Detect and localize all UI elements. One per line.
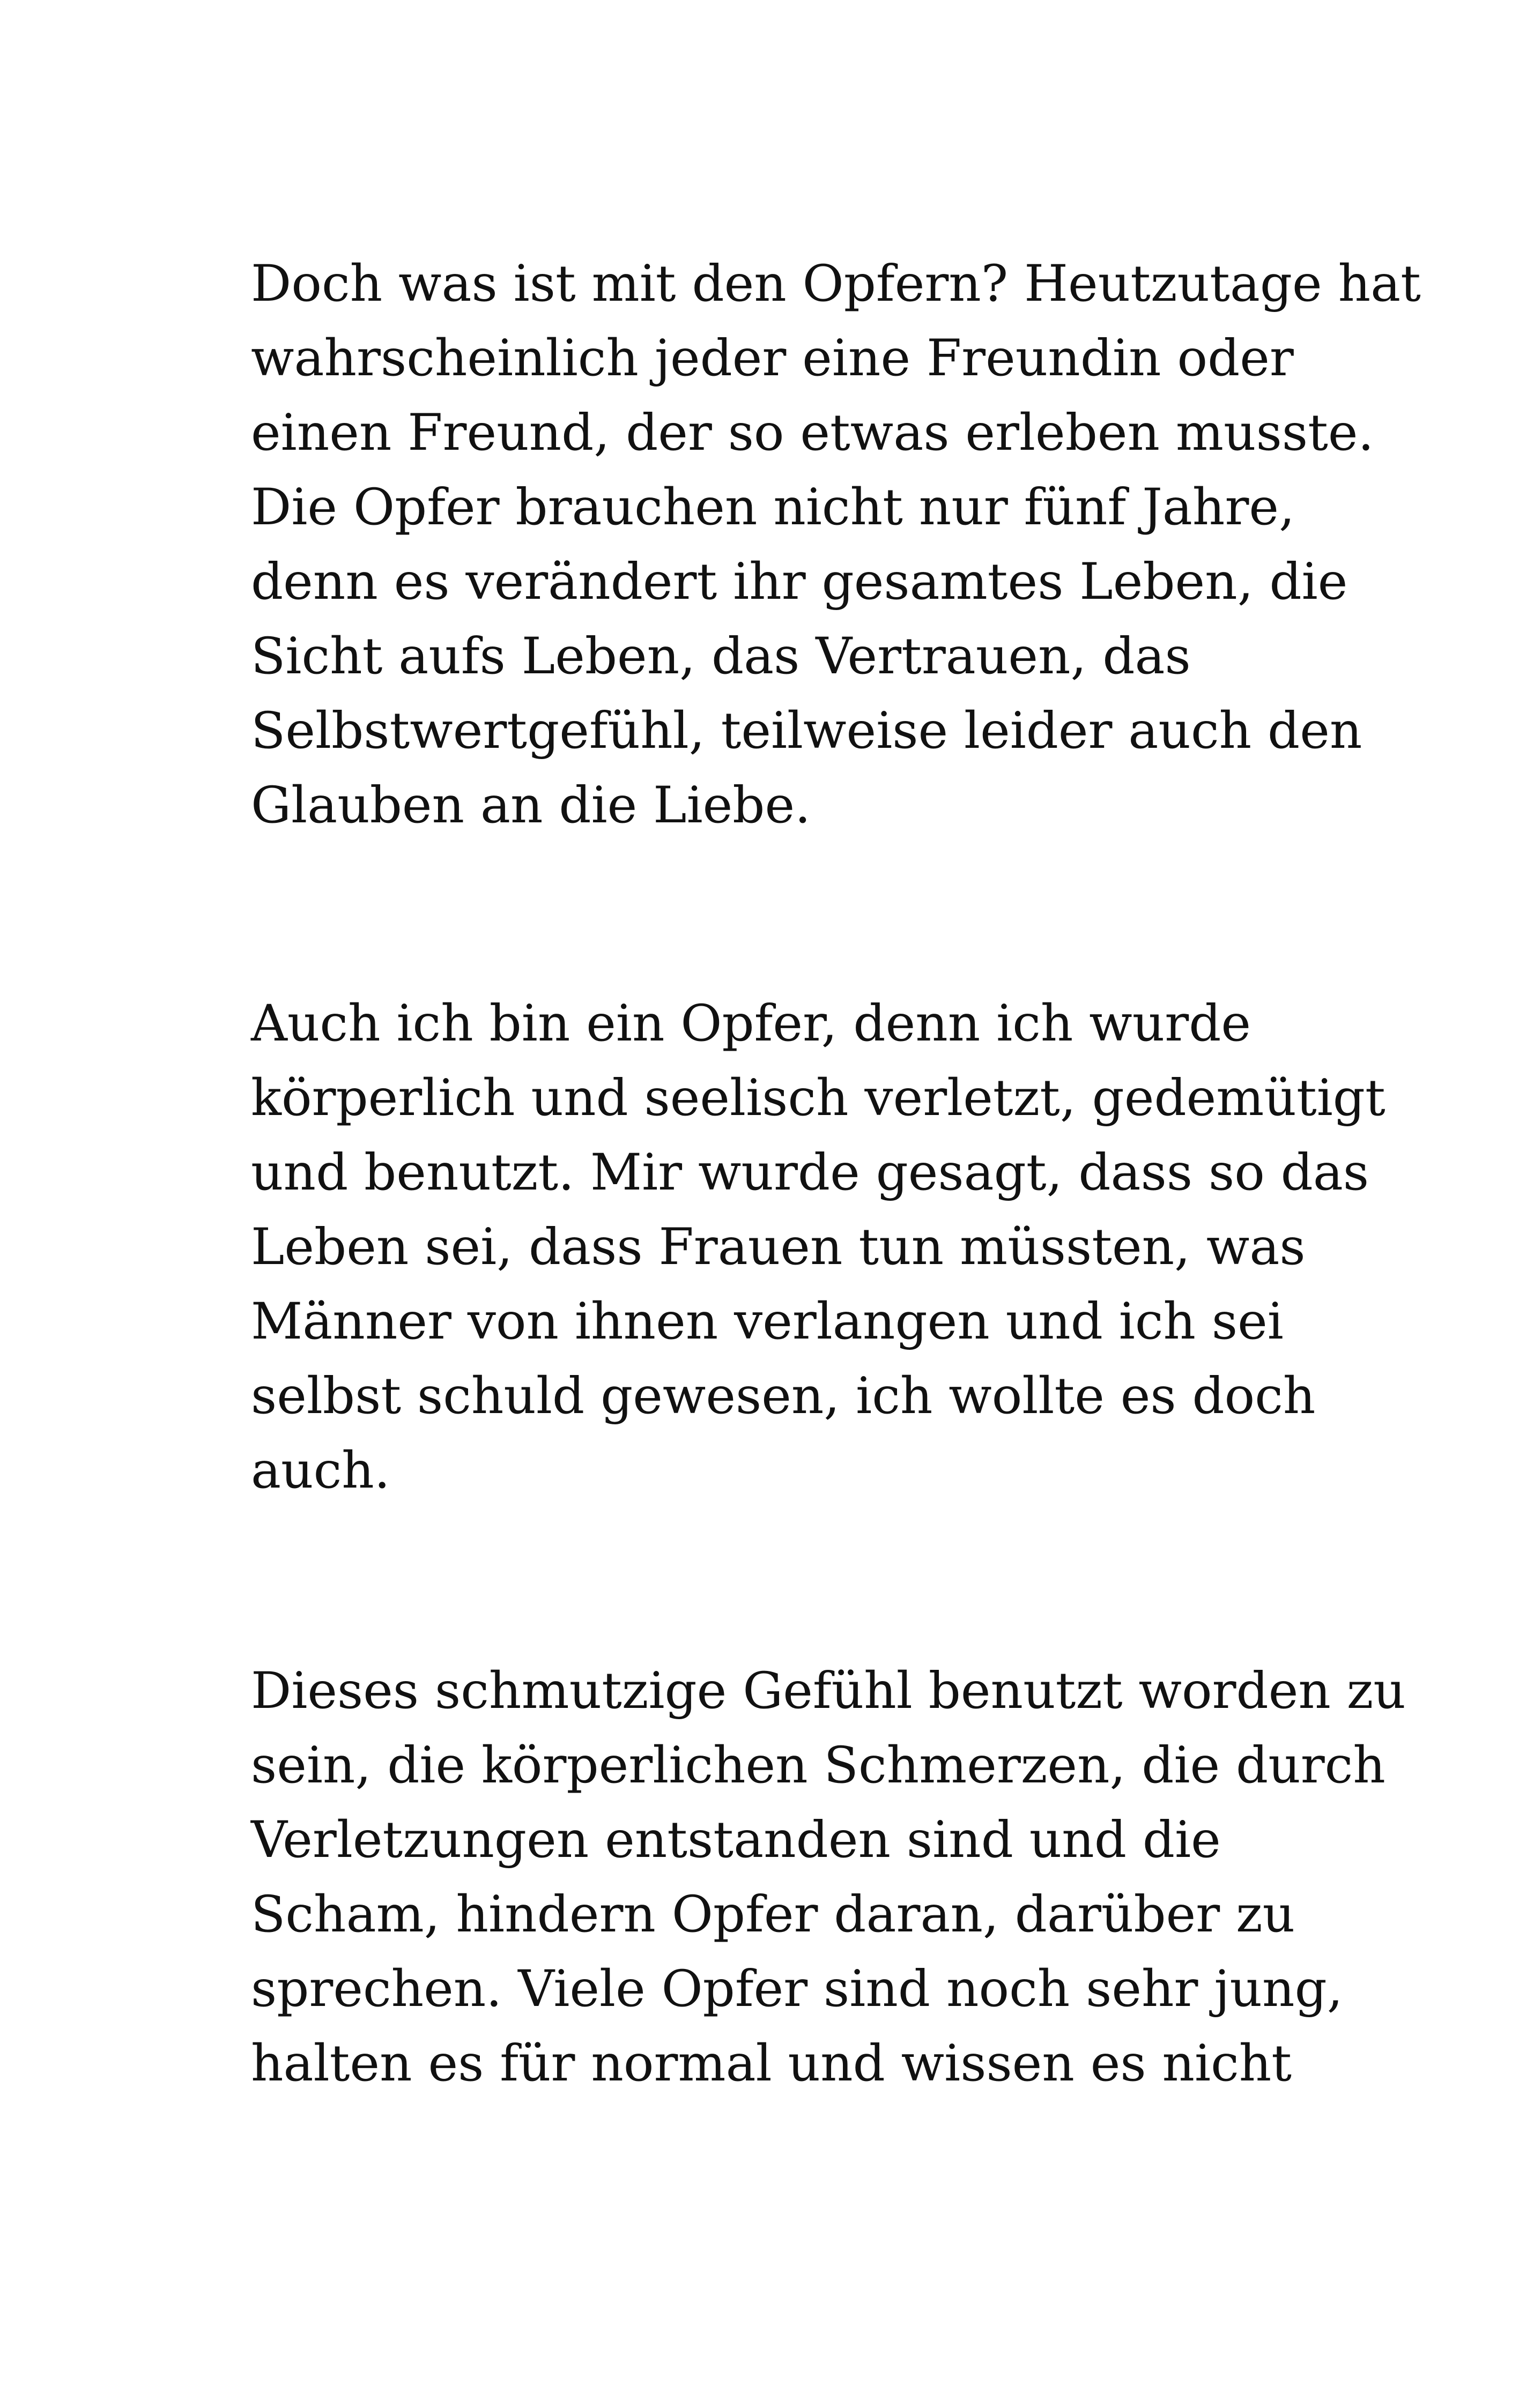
text-line: halten es für normal und wissen es nicht <box>251 2034 1292 2093</box>
text-line: einen Freund, der so etwas erleben musste. <box>251 404 1374 462</box>
text-line: und benutzt. Mir wurde gesagt, dass so das <box>251 1143 1369 1202</box>
paragraph-2 <box>251 986 1385 1508</box>
text-line: selbst schuld gewesen, ich wollte es doch <box>251 1367 1316 1425</box>
text-line: wahrscheinlich jeder eine Freundin oder <box>251 329 1294 388</box>
text-line: Die Opfer brauchen nicht nur fünf Jahre, <box>251 478 1295 537</box>
text-line: Dieses schmutzige Gefühl benutzt worden zu <box>251 1662 1406 1720</box>
text-line: Doch was ist mit den Opfern? Heutzutage hat <box>251 255 1421 313</box>
text-line: Männer von ihnen verlangen und ich sei <box>251 1292 1284 1351</box>
text-line: Sicht aufs Leben, das Vertrauen, das <box>251 627 1191 686</box>
text-line: Selbstwertgefühl, teilweise leider auch den <box>251 702 1362 760</box>
text-line: körperlich und seelisch verletzt, gedemütigt <box>251 1069 1385 1127</box>
text-line: sein, die körperlichen Schmerzen, die durch <box>251 1736 1385 1795</box>
text-line: Scham, hindern Opfer daran, darüber zu <box>251 1885 1295 1944</box>
text-line: denn es verändert ihr gesamtes Leben, die <box>251 553 1348 611</box>
text-line: sprechen. Viele Opfer sind noch sehr jung, <box>251 1960 1343 2018</box>
text-line: Verletzungen entstanden sind und die <box>251 1811 1221 1869</box>
paragraph-3 <box>251 1654 1406 2101</box>
text-line: Glauben an die Liebe. <box>251 776 811 835</box>
paragraph-1 <box>251 247 1421 843</box>
text-line: auch. <box>251 1441 390 1500</box>
text-line: Leben sei, dass Frauen tun müssten, was <box>251 1218 1306 1276</box>
text-line: Auch ich bin ein Opfer, denn ich wurde <box>251 994 1251 1053</box>
